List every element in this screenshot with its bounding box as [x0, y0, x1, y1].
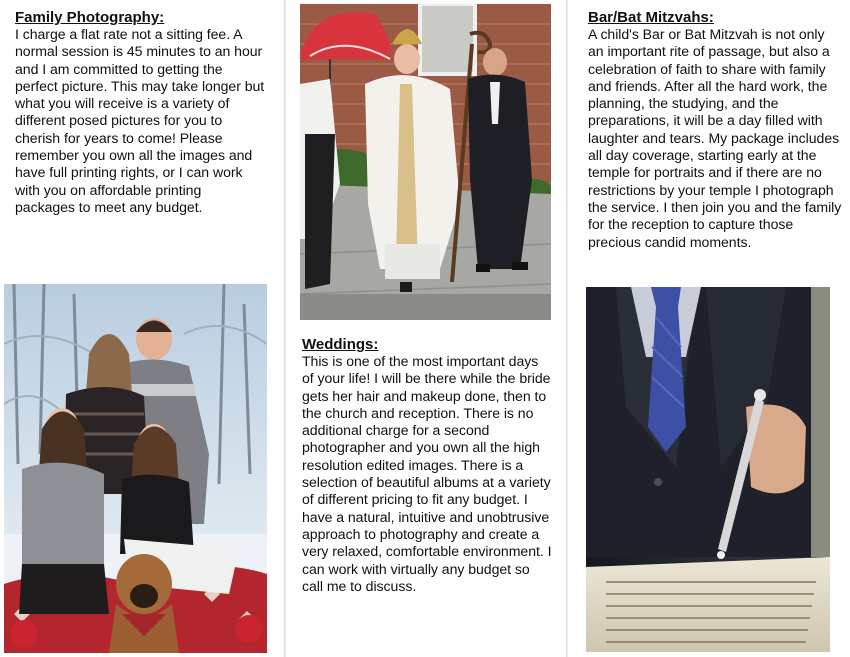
fold-line-left [284, 0, 286, 657]
fold-line-right [566, 0, 568, 657]
mitzvah-text: A child's Bar or Bat Mitzvah is not only an important rite of passage, but also a celebration of faith to share with family and friends. After all the hard work, the planning, the studying, and the preparations, it will be a day filled with laughter and tears. My package includes all day coverage, starting early at the temple for portraits and if there are no restrictions by your temple I photograph the service. I then join you and the family for the reception to capture those precious candid moments. [588, 26, 842, 250]
weddings-heading: Weddings: [302, 336, 379, 353]
church-procession-photo [300, 4, 551, 320]
weddings-text: This is one of the most important days of your life! I will be there while the bride gets her hair and makeup done, then to the church and reception. There is no additional charge for a second photographer and you own all the high resolution edited images. There is a selection of beautiful albums at a variety of different pricing to fit any budget. I have a natural, intuitive and unobtrusive approach to photography and create a very relaxed, comfortable environment. I can work with virtually any budget so call me to discuss. [302, 353, 552, 594]
torah-reading-photo [586, 287, 830, 652]
family-photography-text: I charge a flat rate not a sitting fee. A normal session is 45 minutes to an hour and I am committed to getting the perfect picture. This may take longer but what you will receive is a variety of different posed pictures for you to cherish for years to come! Please remember you own all the images and have full printing rights, or I can work with you on affordable printing packages to meet any budget. [15, 26, 265, 215]
mitzvah-heading: Bar/Bat Mitzvahs: [588, 9, 714, 26]
family-photography-heading: Family Photography: [15, 9, 165, 26]
family-portrait-photo [4, 284, 267, 653]
